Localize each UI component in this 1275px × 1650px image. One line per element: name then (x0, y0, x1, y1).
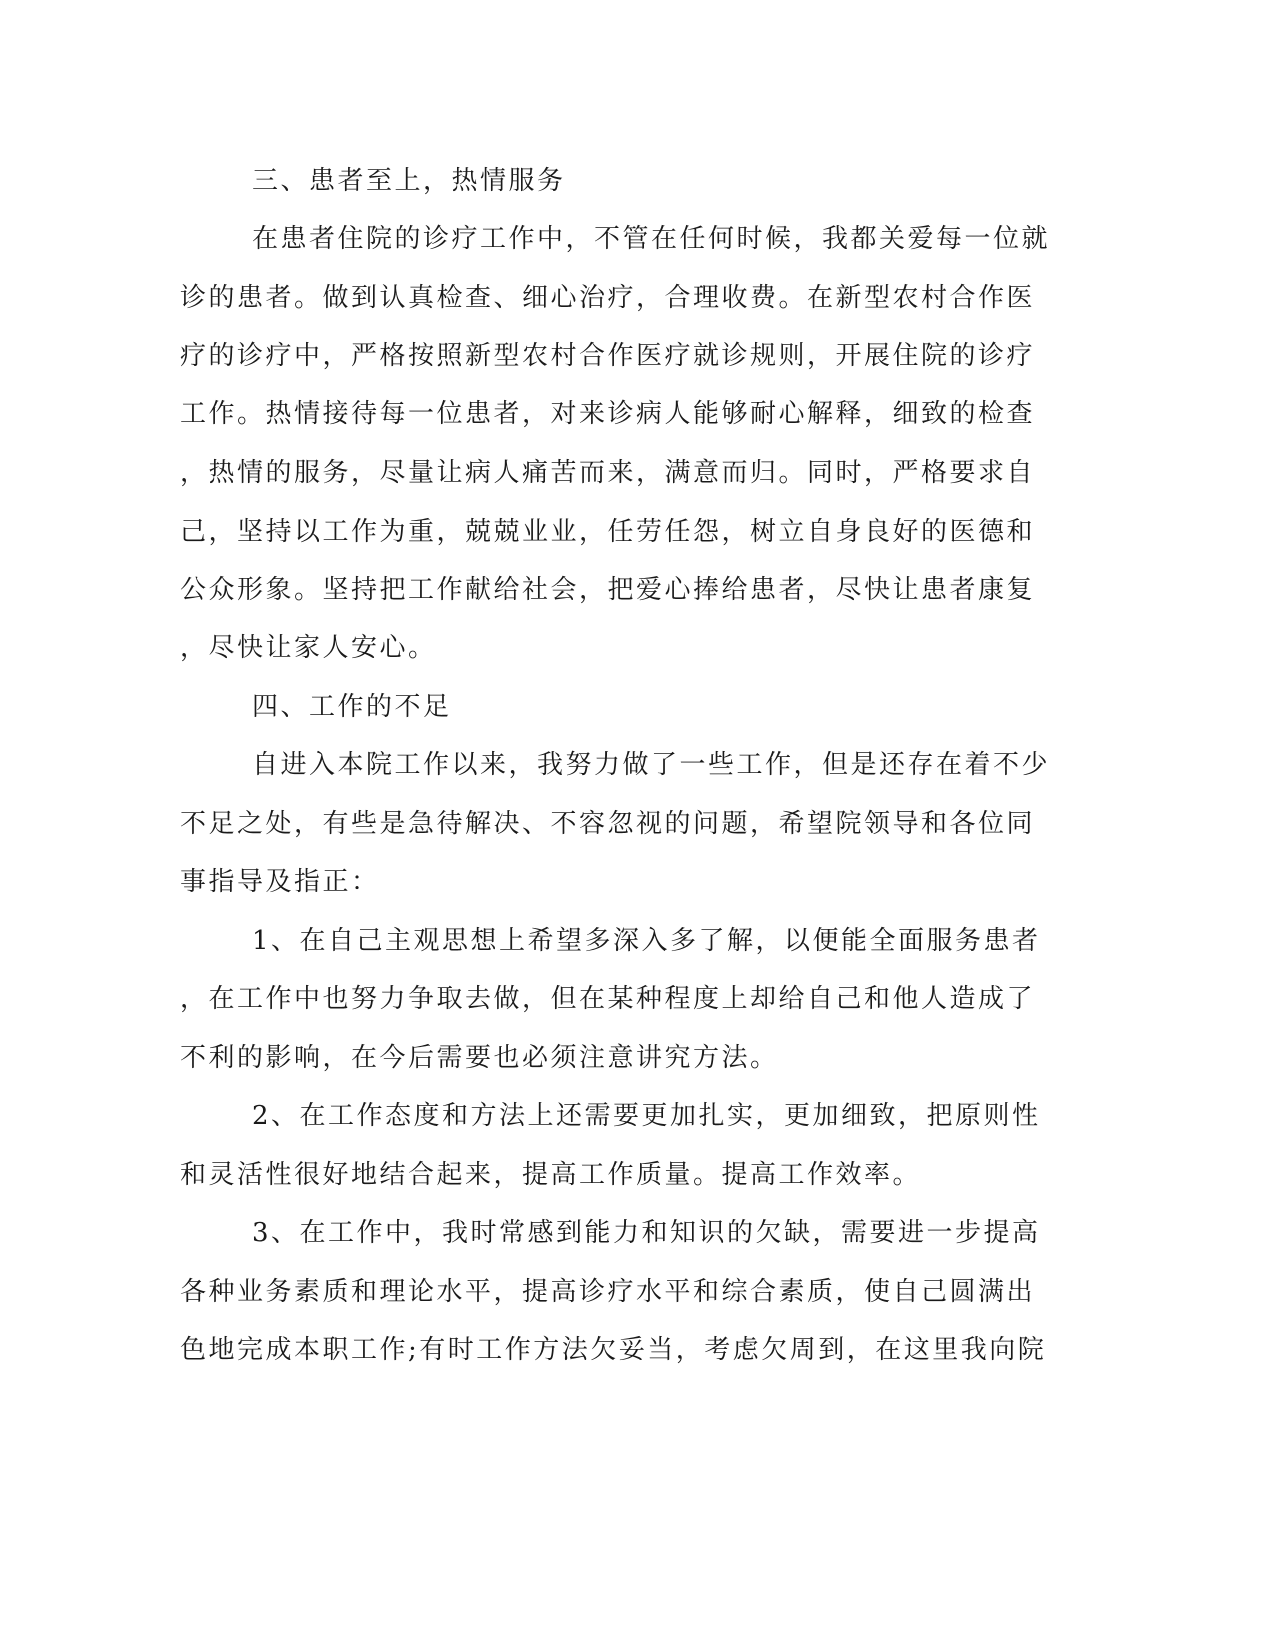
paragraph-line: ，热情的服务，尽量让病人痛苦而来，满意而归。同时，严格要求自 (180, 458, 1036, 488)
paragraph-line: 公众形象。坚持把工作献给社会，把爱心捧给患者，尽快让患者康复 (180, 575, 1036, 605)
paragraph-line: 事指导及指正： (180, 867, 380, 897)
paragraph-line: ，在工作中也努力争取去做，但在某种程度上却给自己和他人造成了 (180, 984, 1036, 1014)
section-heading-shortcomings: 四、工作的不足 (252, 692, 452, 722)
paragraph-line: 和灵活性很好地结合起来，提高工作质量。提高工作效率。 (180, 1160, 922, 1190)
section-heading-patients-first: 三、患者至上，热情服务 (252, 166, 566, 196)
paragraph-line: 己，坚持以工作为重，兢兢业业，任劳任怨，树立自身良好的医德和 (180, 517, 1036, 547)
paragraph-line: 不足之处，有些是急待解决、不容忽视的问题，希望院领导和各位同 (180, 809, 1036, 839)
paragraph-line: ，尽快让家人安心。 (180, 633, 437, 663)
list-item-1: 1、在自己主观思想上希望多深入多了解，以便能全面服务患者 (252, 926, 1041, 956)
paragraph-line: 在患者住院的诊疗工作中，不管在任何时候，我都关爱每一位就 (252, 224, 1051, 254)
list-item-2: 2、在工作态度和方法上还需要更加扎实，更加细致，把原则性 (252, 1101, 1041, 1131)
paragraph-line: 工作。热情接待每一位患者，对来诊病人能够耐心解释，细致的检查 (180, 399, 1036, 429)
list-item-3: 3、在工作中，我时常感到能力和知识的欠缺，需要进一步提高 (252, 1218, 1041, 1248)
paragraph-line: 疗的诊疗中，严格按照新型农村合作医疗就诊规则，开展住院的诊疗 (180, 341, 1036, 371)
paragraph-line: 色地完成本职工作;有时工作方法欠妥当，考虑欠周到，在这里我向院 (180, 1335, 1047, 1365)
paragraph-line: 自进入本院工作以来，我努力做了一些工作，但是还存在着不少 (252, 750, 1051, 780)
paragraph-line: 诊的患者。做到认真检查、细心治疗，合理收费。在新型农村合作医 (180, 283, 1036, 313)
paragraph-line: 不利的影响，在今后需要也必须注意讲究方法。 (180, 1043, 779, 1073)
paragraph-line: 各种业务素质和理论水平，提高诊疗水平和综合素质，使自己圆满出 (180, 1277, 1036, 1307)
